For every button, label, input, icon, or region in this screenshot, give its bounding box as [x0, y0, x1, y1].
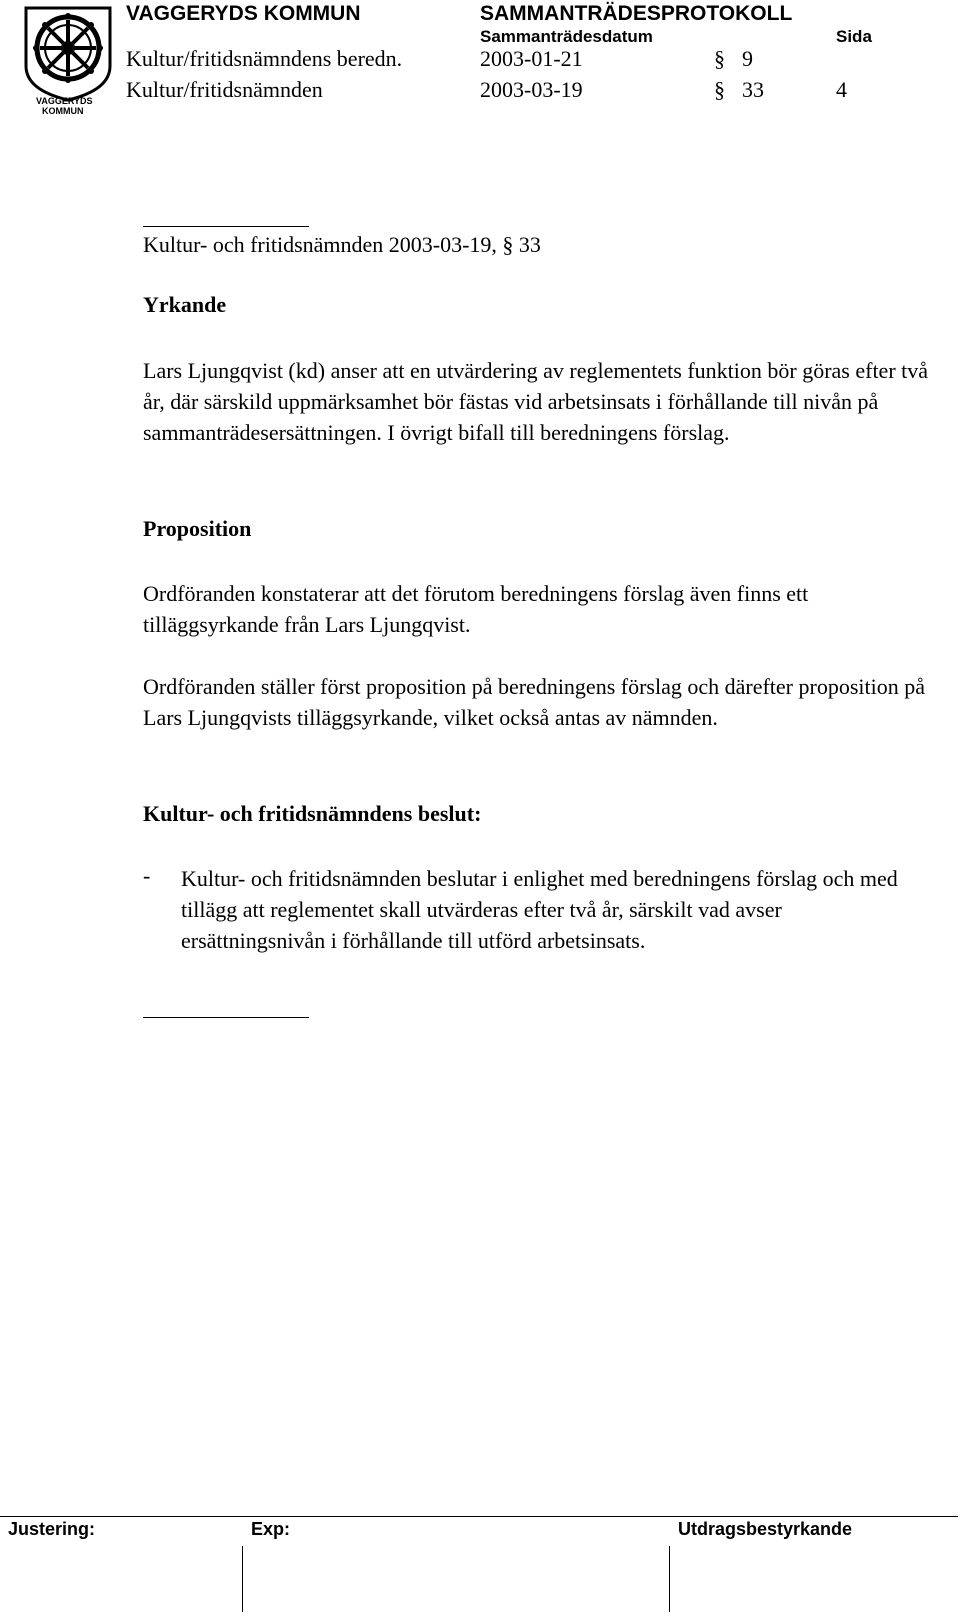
section-bottom-rule: [143, 1017, 309, 1018]
decision-bullet-dash: -: [143, 863, 151, 888]
footer-rule: [0, 1516, 958, 1517]
page-column-label: Sida: [836, 27, 872, 46]
doc-type: SAMMANTRÄDESPROTOKOLL: [480, 2, 793, 25]
yrkande-heading: Yrkande: [143, 292, 227, 317]
logo-text-line1: VAGGERYDS: [36, 96, 93, 106]
reference-line: Kultur- och fritidsnämnden 2003-03-19, § 33: [143, 232, 541, 257]
header-row-1-paragraph-sign: §: [714, 46, 725, 71]
footer-utdragsbestyrkande: Utdragsbestyrkande: [678, 1519, 853, 1539]
yrkande-paragraph: Lars Ljungqvist (kd) anser att en utvärdering av reglementets funktion bör göras efter två år, där särskild uppmärksamhet bör fästas vid arbetsinsats i förhållande till nivån på sammanträdesersättningen. I övrigt bifall till beredningens förslag.: [143, 358, 929, 445]
header-row-2-date: 2003-03-19: [480, 77, 583, 102]
municipality-logo: [22, 4, 114, 116]
proposition-heading: Proposition: [143, 516, 252, 541]
proposition-paragraph-2: Ordföranden ställer först proposition på beredningens förslag och därefter proposition på Lars Ljungqvists tilläggsyrkande, vilket också antas av nämnden.: [143, 674, 925, 730]
logo-text-line2: KOMMUN: [42, 106, 84, 116]
footer-justering: Justering:: [8, 1519, 96, 1539]
header-row-2-paragraph: 33: [742, 77, 764, 102]
header-row-1-paragraph: 9: [742, 46, 753, 71]
header-row-2-body: Kultur/fritidsnämnden: [126, 77, 323, 102]
section-top-rule: [143, 226, 309, 227]
footer-exp: Exp:: [251, 1519, 291, 1539]
header-row-2-page: 4: [836, 77, 847, 102]
decision-item: Kultur- och fritidsnämnden beslutar i enlighet med beredningens förslag och med tillägg att reglementet skall utvärderas efter två år, särskilt vad avser ersättningsnivån i förhållande till utförd arbetsinsats.: [181, 866, 898, 953]
decision-heading: Kultur- och fritidsnämndens beslut:: [143, 801, 482, 826]
header-row-1-date: 2003-01-21: [480, 46, 583, 71]
proposition-paragraph-1: Ordföranden konstaterar att det förutom beredningens förslag även finns ett tilläggsyrkande från Lars Ljungqvist.: [143, 581, 809, 637]
header-row-2-paragraph-sign: §: [714, 77, 725, 102]
org-name: VAGGERYDS KOMMUN: [126, 2, 361, 25]
footer-signature-divider-2: [669, 1546, 670, 1612]
header-row-1-body: Kultur/fritidsnämndens beredn.: [126, 46, 403, 71]
footer-signature-divider-1: [242, 1546, 243, 1612]
date-column-label: Sammanträdesdatum: [480, 27, 653, 46]
